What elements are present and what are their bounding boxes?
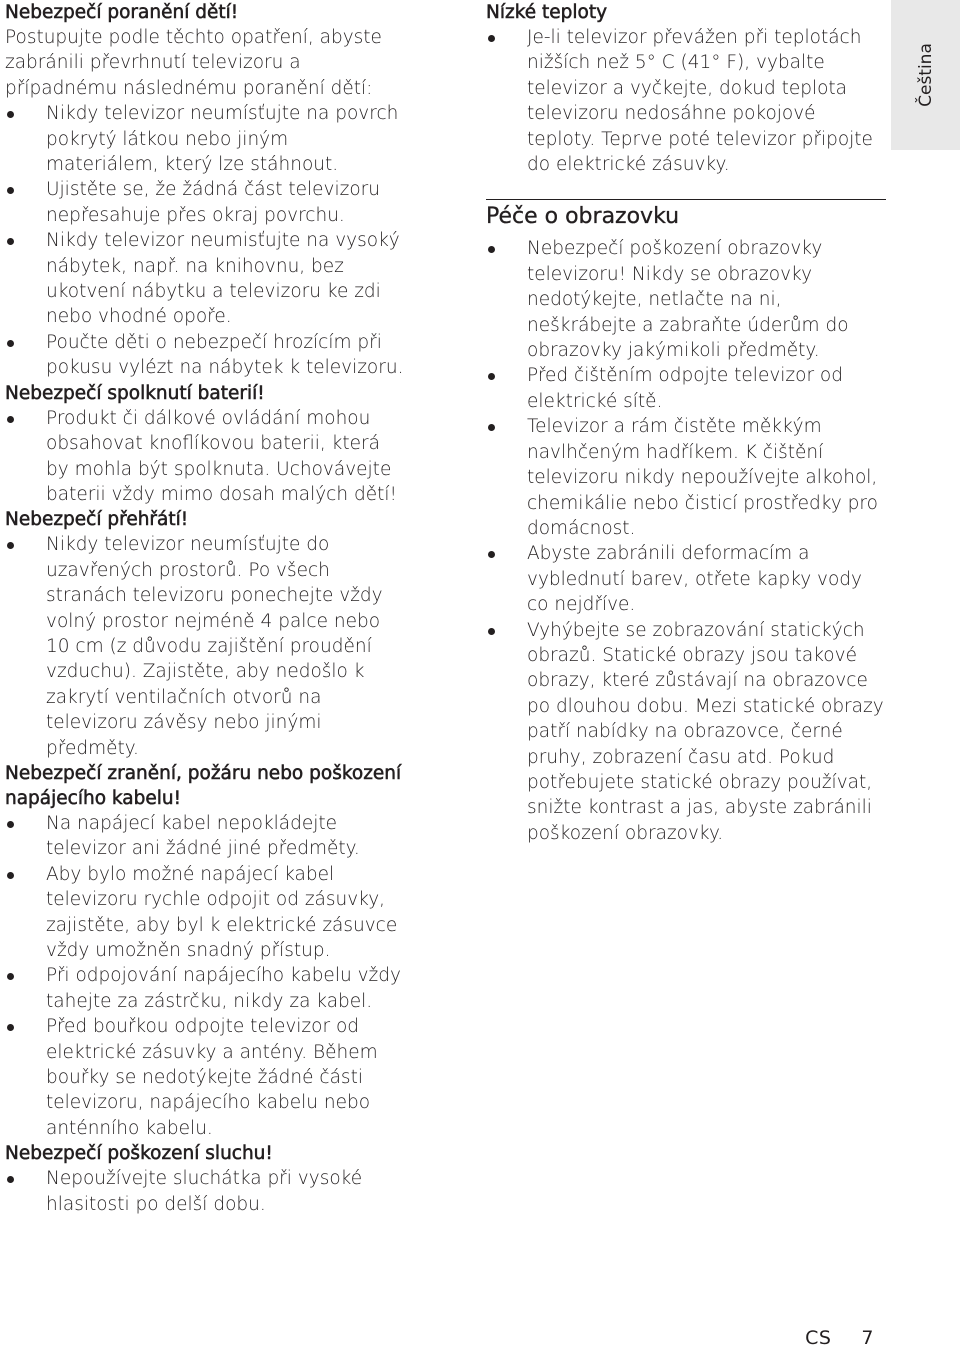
- bullet-icon: [7, 821, 14, 828]
- page-number: 7: [861, 1327, 874, 1349]
- bullet-icon: [7, 872, 14, 879]
- hearing-list: [5, 1166, 405, 1217]
- power-cord-heading: Nebezpečí zranění, požáru nebo poškození napájecího kabelu!: [5, 762, 402, 809]
- child-safety-section: [5, 0, 405, 381]
- child-safety-heading: Nebezpečí poranění dětí!: [5, 2, 239, 23]
- list-item: Produkt či dálkové ovládání mohou obsahovat knoflíkovou baterii, která by mohla být spolknuta. Uchovávejte baterii vždy mimo dosah malých dětí!: [5, 406, 405, 508]
- power-cord-list: [5, 811, 405, 1141]
- hearing-heading: Nebezpečí poškození sluchu!: [5, 1143, 273, 1165]
- low-temp-section: [486, 0, 886, 177]
- list-item: Abyste zabránili deformacím a vyblednutí barev, otřete kapky vody co nejdříve.: [486, 541, 886, 617]
- bullet-icon: [7, 416, 14, 423]
- screen-care-list: [486, 236, 886, 846]
- power-cord-section: [5, 761, 405, 1141]
- bullet-icon: [488, 551, 495, 558]
- list-item: Vyhýbejte se zobrazování statických obrazů. Statické obrazy jsou takové obrazy, které zůstávají na obrazovce po dlouhou dobu. Mezi statické obrazy patří nabídky na obrazovce, černé pruhy, zobrazení času atd. Pokud potřebujete statické obrazy používat, snižte kontrast a jas, abyste zabránili poškození obrazovky.: [486, 618, 886, 847]
- hearing-section: [5, 1141, 405, 1217]
- language-tab-label: Čeština: [915, 43, 936, 107]
- list-item: Nebezpečí poškození obrazovky televizoru! Nikdy se obrazovky nedotýkejte, netlačte na ni, neškrábejte a zabraňte úderům do obrazovky jakýmikoli předměty.: [486, 236, 886, 363]
- screen-care-section: [486, 202, 886, 846]
- list-item: Nikdy televizor neumísťujte do uzavřených prostorů. Po všech stranách televizoru ponechejte vždy volný prostor nejméně 4 palce nebo 10 cm (z důvodu zajištění proudění vzduchu). Zajistěte, aby nedošlo k zakrytí ventilačních otvorů na televizoru závěsy nebo jinými předměty.: [5, 532, 405, 761]
- language-tab: [891, 0, 960, 150]
- list-item: Televizor a rám čistěte měkkým navlhčeným hadříkem. K čištění televizoru nikdy nepoužívejte alkohol, chemikálie nebo čisticí prostředky pro domácnost.: [486, 414, 886, 541]
- screen-care-heading: Péče o obrazovku: [486, 204, 680, 230]
- low-temp-heading: Nízké teploty: [486, 2, 608, 23]
- list-item: Nikdy televizor neumisťujte na vysoký nábytek, např. na knihovnu, bez ukotvení nábytku a televizoru ke zdi nebo vhodné opoře.: [5, 228, 405, 330]
- bullet-icon: [7, 111, 14, 118]
- page-footer: [805, 1327, 874, 1349]
- list-item: Aby bylo možné napájecí kabel televizoru rychle odpojit od zásuvky, zajistěte, aby byl k elektrické zásuvce vždy umožněn snadný přístup.: [5, 862, 405, 964]
- bullet-icon: [7, 340, 14, 347]
- left-column: [5, 0, 405, 1217]
- language-code: CS: [805, 1327, 832, 1349]
- list-item: Nikdy televizor neumísťujte na povrch pokrytý látkou nebo jiným materiálem, který lze stáhnout.: [5, 101, 405, 177]
- bullet-icon: [7, 187, 14, 194]
- child-safety-list: [5, 101, 405, 380]
- list-item: Poučte děti o nebezpečí hrozícím při pokusu vylézt na nábytek k televizoru.: [5, 330, 405, 381]
- bullet-icon: [488, 35, 495, 42]
- battery-list: [5, 406, 405, 508]
- battery-heading: Nebezpečí spolknutí baterií!: [5, 382, 265, 404]
- overheat-section: [5, 507, 405, 761]
- bullet-icon: [488, 246, 495, 253]
- bullet-icon: [488, 628, 495, 635]
- list-item: Před bouřkou odpojte televizor od elektrické zásuvky a antény. Během bouřky se nedotýkejte žádné části televizoru, napájecího kabelu nebo anténního kabelu.: [5, 1014, 405, 1141]
- overheat-heading: Nebezpečí přehřátí!: [5, 509, 189, 531]
- bullet-icon: [7, 1176, 14, 1183]
- list-item: Na napájecí kabel nepokládejte televizor ani žádné jiné předměty.: [5, 811, 405, 862]
- low-temp-list: [486, 25, 886, 177]
- list-item: Je-li televizor převážen při teplotách nižších než 5° C (41° F), vybalte televizor a vyčkejte, dokud teplota televizoru nedosáhne pokojové teploty. Teprve poté televizor připojte do elektrické zásuvky.: [486, 25, 886, 177]
- right-column: [486, 0, 886, 846]
- bullet-icon: [488, 424, 495, 431]
- battery-section: [5, 381, 405, 508]
- bullet-icon: [7, 238, 14, 245]
- list-item: Ujistěte se, že žádná část televizoru nepřesahuje přes okraj povrchu.: [5, 177, 405, 228]
- bullet-icon: [488, 373, 495, 380]
- child-safety-intro: Postupujte podle těchto opatření, abyste zabránili převrhnutí televizoru a případnému následnému poranění dětí:: [5, 27, 382, 99]
- overheat-list: [5, 532, 405, 761]
- section-divider: [486, 199, 886, 200]
- list-item: Před čištěním odpojte televizor od elektrické sítě.: [486, 363, 886, 414]
- bullet-icon: [7, 973, 14, 980]
- bullet-icon: [7, 542, 14, 549]
- bullet-icon: [7, 1024, 14, 1031]
- list-item: Nepoužívejte sluchátka při vysoké hlasitosti po delší dobu.: [5, 1166, 405, 1217]
- list-item: Při odpojování napájecího kabelu vždy tahejte za zástrčku, nikdy za kabel.: [5, 963, 405, 1014]
